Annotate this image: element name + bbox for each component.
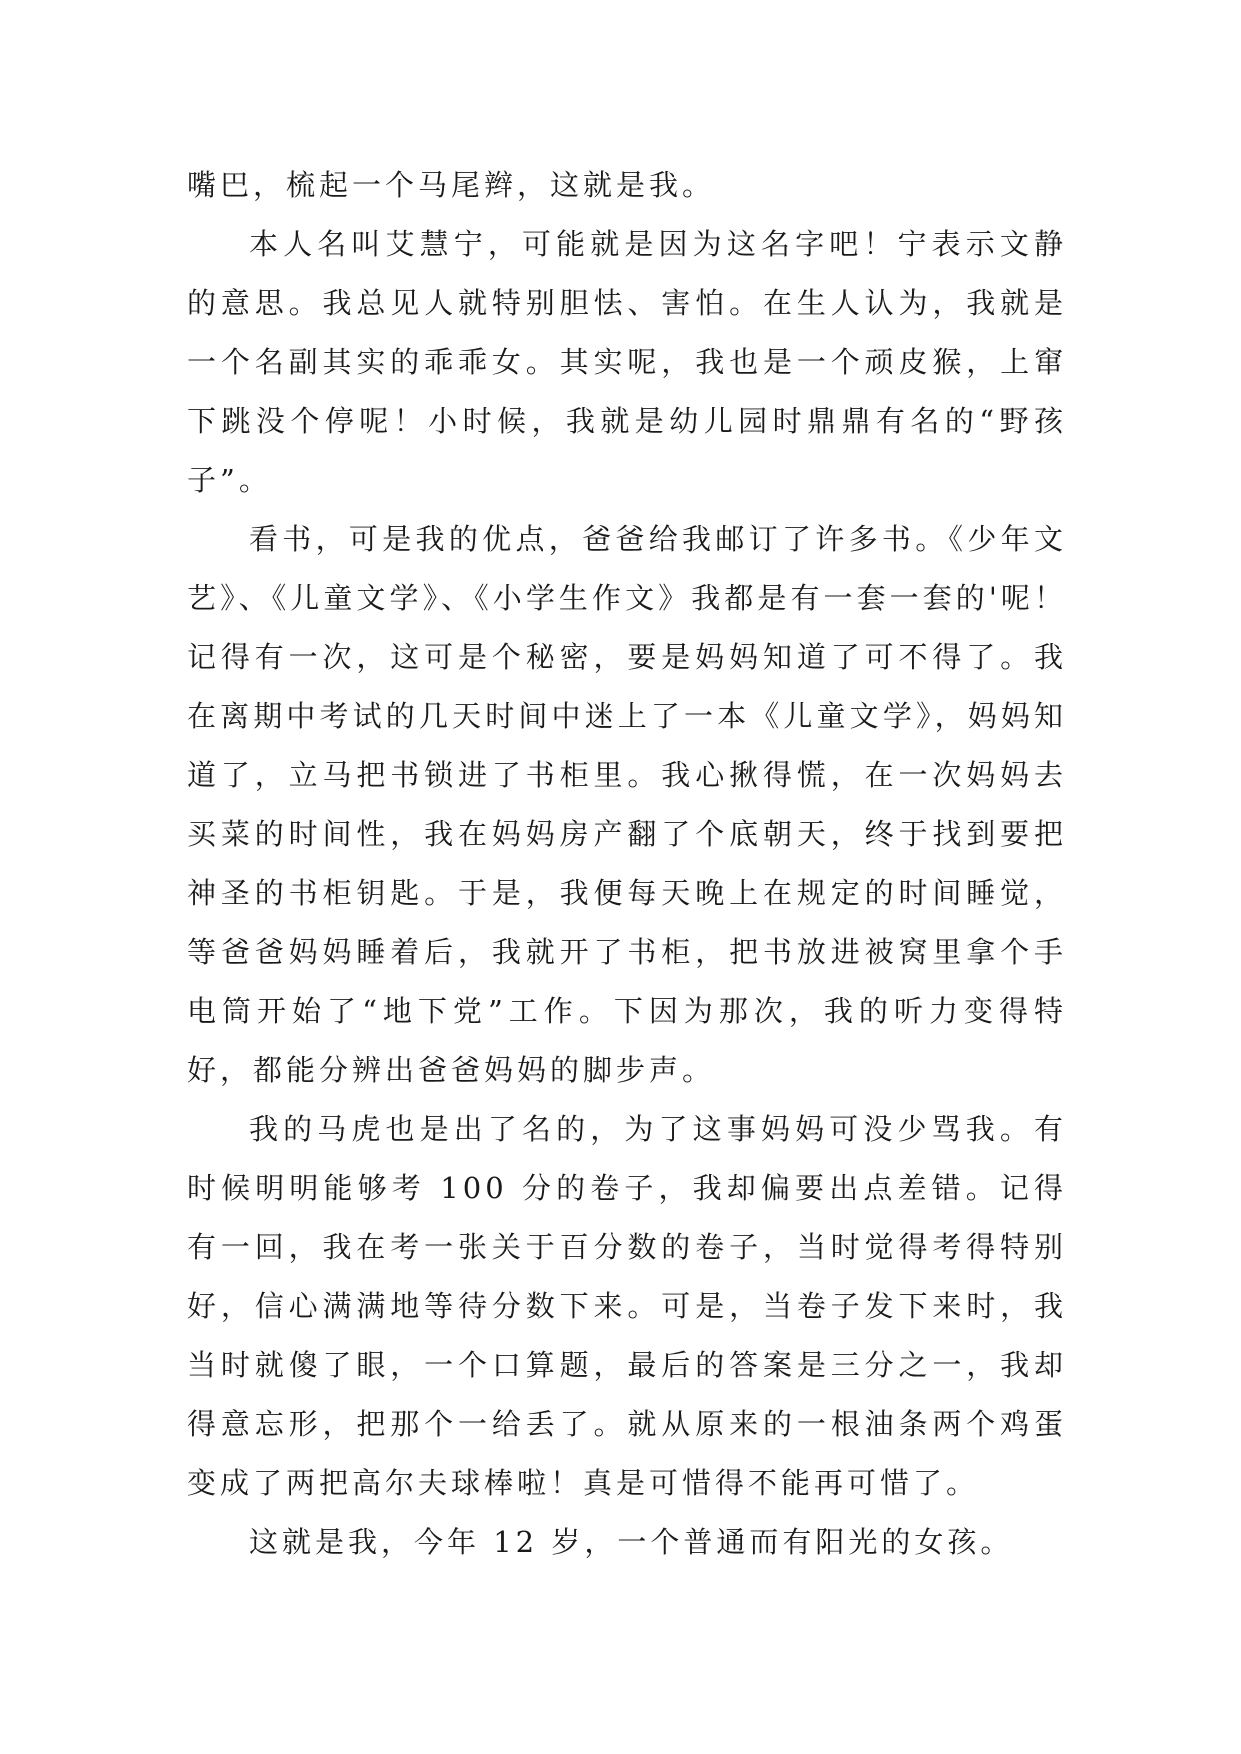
paragraph-3: 看书，可是我的优点，爸爸给我邮订了许多书。《少年文艺》、《儿童文学》、《小学生作文》我都是有一套一套的'呢！记得有一次，这可是个秘密，要是妈妈知道了可不得了。我在离期中考试的几天时间中迷上了一本《儿童文学》，妈妈知道了，立马把书锁进了书柜里。我心揪得慌，在一次妈妈去买菜的时间性，我在妈妈房产翻了个底朝天，终于找到要把神圣的书柜钥匙。于是，我便每天晚上在规定的时间睡觉，等爸爸妈妈睡着后，我就开了书柜，把书放进被窝里拿个手电筒开始了“地下党”工作。下因为那次，我的听力变得特好，都能分辨出爸爸妈妈的脚步声。 xyxy=(187,522,1067,1087)
paragraph-5: 这就是我，今年 12 岁，一个普通而有阳光的女孩。 xyxy=(249,1525,1014,1559)
paragraph-4: 我的马虎也是出了名的，为了这事妈妈可没少骂我。有时候明明能够考 100 分的卷子，我却偏要出点差错。记得有一回，我在考一张关于百分数的卷子，当时觉得考得特别好，信心满满地等待分数下来。可是，当卷子发下来时，我当时就傻了眼，一个口算题，最后的答案是三分之一，我却得意忘形，把那个一给丢了。就从原来的一根油条两个鸡蛋变成了两把高尔夫球棒啦！真是可惜得不能再可惜了。 xyxy=(187,1112,1067,1500)
paragraph-1: 嘴巴，梳起一个马尾辫，这就是我。 xyxy=(187,168,716,202)
document-body xyxy=(187,156,1067,1572)
paragraph-2: 本人名叫艾慧宁，可能就是因为这名字吧！宁表示文静的意思。我总见人就特别胆怯、害怕。在生人认为，我就是一个名副其实的乖乖女。其实呢，我也是一个顽皮猴，上窜下跳没个停呢！小时候，我就是幼儿园时鼎鼎有名的“野孩子”。 xyxy=(187,227,1067,497)
